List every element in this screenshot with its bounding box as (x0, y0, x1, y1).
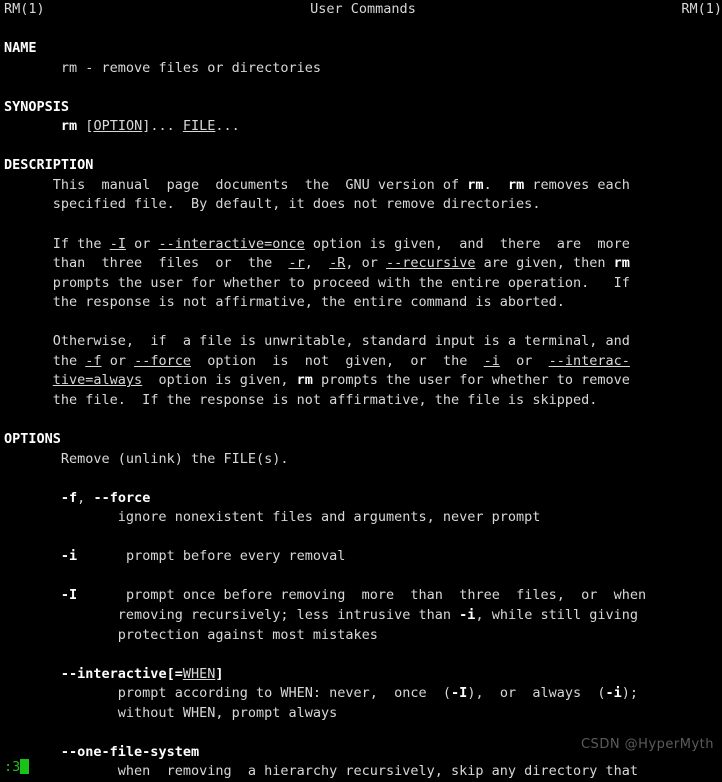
option-I-desc2 (0, 606, 722, 626)
desc-text: the response is not affirmative, the entire command is aborted. (52, 294, 565, 311)
opt-force-link: --force (134, 352, 191, 369)
man-header (0, 0, 722, 20)
option-desc-text: without WHEN, prompt always (117, 704, 338, 721)
desc-rm-bold: rm (507, 176, 525, 193)
spacer (0, 20, 722, 40)
flag-force: --force (93, 489, 151, 506)
desc-rm-bold: rm (296, 372, 313, 389)
option-f-desc (0, 508, 722, 528)
option-desc-text: prompt before every removal (125, 548, 346, 565)
flag-i-inline: -i (605, 685, 622, 702)
desc-text: . (483, 176, 508, 193)
desc-text: or (101, 352, 135, 369)
spacer (0, 410, 722, 430)
spacer (0, 567, 722, 587)
desc-text: option is given, and there are more (304, 235, 630, 252)
desc-text: the file. If the response is not affirmative, the file is skipped. (52, 391, 598, 408)
options-intro (0, 450, 722, 470)
synopsis-command: rm (60, 118, 78, 135)
desc-text: the (52, 352, 86, 369)
option-desc-text: ignore nonexistent files and arguments, never prompt (117, 509, 541, 526)
options-intro-text: Remove (unlink) the FILE(s). (60, 450, 289, 467)
flag-i: -i (60, 548, 78, 565)
name-text: rm - remove files or directories (60, 59, 321, 76)
desc-text: prompts the user for whether to proceed with the entire operation. If (52, 274, 630, 291)
spacer (0, 528, 722, 548)
description-p1-line1 (0, 176, 722, 196)
option-interactive-flag (0, 665, 722, 685)
synopsis-ellipsis: ... (215, 118, 240, 135)
description-p2-line1 (0, 235, 722, 255)
desc-text: This manual page documents the GNU version of (52, 176, 468, 193)
opt-I-link: -I (109, 235, 126, 252)
flag-I-inline: -I (451, 685, 468, 702)
desc-text: , or (345, 255, 387, 272)
description-p2-line4 (0, 293, 722, 313)
option-I-row (0, 586, 722, 606)
synopsis-bracket-close: ]... (142, 118, 183, 135)
desc-text: or (499, 352, 549, 369)
flag-sep: , (77, 489, 94, 506)
opt-recursive-link: --recursive (386, 255, 476, 272)
synopsis-body (0, 117, 722, 137)
opt-R-link: -R (329, 255, 346, 272)
spacer (0, 645, 722, 665)
description-p2-line2 (0, 254, 722, 274)
desc-text: option is given, (142, 372, 297, 389)
desc-rm-bold: rm (613, 255, 630, 272)
man-header-right: RM(1) (681, 1, 722, 17)
option-desc-text: removing recursively; less intrusive than (117, 606, 460, 623)
flag-interactive: --interactive[= (60, 665, 183, 682)
man-header-center: User Commands (310, 1, 416, 17)
text-cursor (20, 759, 29, 774)
section-description-heading: DESCRIPTION (4, 157, 94, 174)
desc-rm-bold: rm (467, 176, 484, 193)
desc-text: If the (52, 235, 110, 252)
opt-f-link: -f (85, 352, 102, 369)
option-desc-text: , while still giving (475, 606, 638, 623)
option-desc-text: ); (621, 685, 639, 702)
section-synopsis-heading: SYNOPSIS (4, 98, 70, 115)
pager-status-line[interactable] (0, 757, 722, 780)
spacer (0, 215, 722, 235)
spacer (0, 78, 722, 98)
option-desc-text: protection against most mistakes (117, 626, 378, 643)
synopsis-option: OPTION (93, 118, 143, 135)
flag-f: -f (60, 489, 78, 506)
desc-text: Otherwise, if a file is unwritable, standard input is a terminal, and (52, 333, 630, 350)
description-p3-line1 (0, 332, 722, 352)
option-f-flag (0, 489, 722, 509)
desc-text: removes each (524, 176, 630, 193)
option-desc-text: ), or always ( (467, 685, 606, 702)
section-name-heading: NAME (4, 40, 37, 57)
flag-interactive-when: WHEN (182, 665, 216, 682)
spacer (0, 137, 722, 157)
desc-text: are given, then (475, 255, 614, 272)
option-i-row (0, 547, 722, 567)
opt-interactive-once-link: --interactive=once (158, 235, 305, 252)
description-p1-line2 (0, 195, 722, 215)
watermark: CSDN @HyperMyth (580, 737, 714, 753)
description-p2-line3 (0, 274, 722, 294)
flag-one-file-system: --one-file-system (60, 743, 200, 760)
section-options-heading: OPTIONS (4, 431, 61, 448)
option-desc-text: when removing a hierarchy recursively, skip any directory that (117, 763, 638, 780)
spacer (0, 313, 722, 333)
option-desc-text: prompt once before removing more than three files, or when (125, 587, 647, 604)
option-interactive-desc2 (0, 704, 722, 724)
desc-text: , (304, 255, 330, 272)
description-p3-line2 (0, 352, 722, 372)
option-interactive-desc1 (0, 684, 722, 704)
pager-prompt: :3 (4, 759, 21, 775)
description-p3-line4 (0, 391, 722, 411)
flag-i-inline: -i (459, 606, 476, 623)
synopsis-file: FILE (182, 118, 216, 135)
flag-interactive-close: ] (215, 665, 224, 682)
name-body (0, 59, 722, 79)
spacer (0, 469, 722, 489)
description-p3-line3 (0, 371, 722, 391)
desc-text: than three files or the (52, 255, 289, 272)
opt-interactive-always-link: --interac- (548, 352, 630, 369)
option-desc-text: prompt according to WHEN: never, once ( (117, 685, 452, 702)
desc-text: option is not given, or the (190, 352, 484, 369)
synopsis-bracket-open: [ (77, 118, 94, 135)
opt-r-link: -r (288, 255, 305, 272)
desc-text: specified file. By default, it does not remove directories. (52, 196, 541, 213)
desc-text: or (125, 235, 159, 252)
man-header-left: RM(1) (4, 1, 45, 17)
desc-text: prompts the user for whether to remove (312, 372, 630, 389)
opt-interactive-always-link-cont: tive=always (52, 372, 143, 389)
option-I-desc3 (0, 626, 722, 646)
opt-i-link: -i (483, 352, 500, 369)
flag-I: -I (60, 587, 78, 604)
